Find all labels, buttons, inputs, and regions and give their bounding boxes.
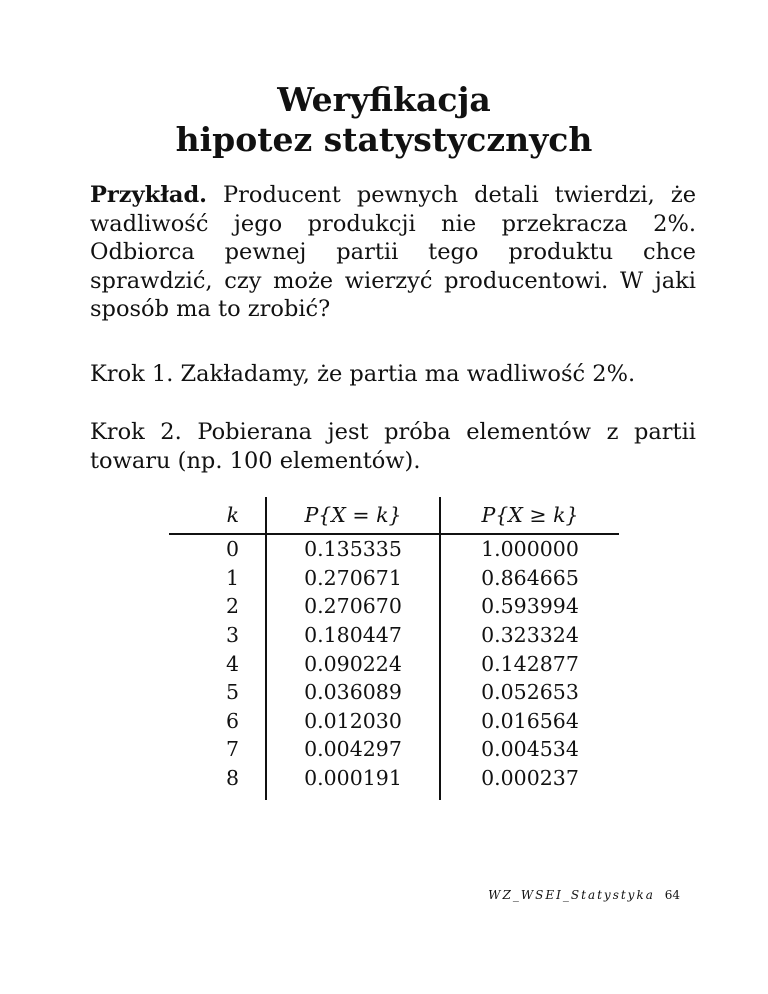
table-row <box>169 649 619 678</box>
page-footer <box>488 888 680 902</box>
cell-p-geq: 0.000237 <box>440 764 619 801</box>
cell-p-geq: 0.864665 <box>440 564 619 593</box>
cell-p-equal: 0.270670 <box>266 592 440 621</box>
cell-k: 5 <box>225 680 239 705</box>
table-row <box>169 564 619 593</box>
example-lead: Przykład. <box>90 182 208 208</box>
cell-p-geq: 0.052653 <box>440 678 619 707</box>
cell-k: 0 <box>225 537 239 562</box>
cell-p-equal: 0.012030 <box>266 707 440 736</box>
header-p-equal: P{X = k} <box>266 497 440 534</box>
cell-p-equal: 0.180447 <box>266 621 440 650</box>
cell-p-geq: 1.000000 <box>440 534 619 564</box>
probability-table <box>169 497 619 800</box>
cell-p-equal: 0.004297 <box>266 735 440 764</box>
cell-p-equal: 0.090224 <box>266 649 440 678</box>
table-header-row <box>169 497 619 534</box>
cell-p-geq: 0.142877 <box>440 649 619 678</box>
title-line-1: Weryfikacja <box>277 80 491 119</box>
cell-p-geq: 0.004534 <box>440 735 619 764</box>
cell-p-geq: 0.016564 <box>440 707 619 736</box>
table-row <box>169 621 619 650</box>
step-2-paragraph: Krok 2. Pobierana jest próba elementów z partii towaru (np. 100 elementów). <box>90 419 696 474</box>
cell-k: 4 <box>225 651 239 676</box>
cell-k: 3 <box>225 623 239 648</box>
cell-k: 7 <box>225 737 239 762</box>
cell-k: 1 <box>225 565 239 590</box>
step-1-paragraph: Krok 1. Zakładamy, że partia ma wadliwość 2%. <box>90 361 636 387</box>
header-p-geq: P{X ≥ k} <box>440 497 619 534</box>
cell-p-equal: 0.000191 <box>266 764 440 801</box>
cell-k: 2 <box>225 594 239 619</box>
cell-k: 6 <box>225 708 239 733</box>
footer-label: WZ_WSEI_Statystyka <box>488 888 655 902</box>
table-row <box>169 735 619 764</box>
example-text: Producent pewnych detali twierdzi, że wadliwość jego produkcji nie przekracza 2%. Odbiorca pewnej partii tego produktu chce sprawdzić, czy może wierzyć producentowi. W jaki sposób ma to zrobić? <box>90 182 697 323</box>
table-row <box>169 534 619 564</box>
table-row <box>169 707 619 736</box>
cell-p-equal: 0.135335 <box>266 534 440 564</box>
cell-k: 8 <box>225 766 239 791</box>
cell-p-equal: 0.270671 <box>266 564 440 593</box>
cell-p-geq: 0.323324 <box>440 621 619 650</box>
example-paragraph <box>90 181 696 324</box>
page-number: 64 <box>664 888 680 902</box>
title-line-2: hipotez statystycznych <box>175 120 593 159</box>
cell-p-equal: 0.036089 <box>266 678 440 707</box>
table-row <box>169 592 619 621</box>
page-title <box>0 80 768 160</box>
table-row <box>169 678 619 707</box>
table-row <box>169 764 619 801</box>
header-k: k <box>169 497 266 534</box>
cell-p-geq: 0.593994 <box>440 592 619 621</box>
